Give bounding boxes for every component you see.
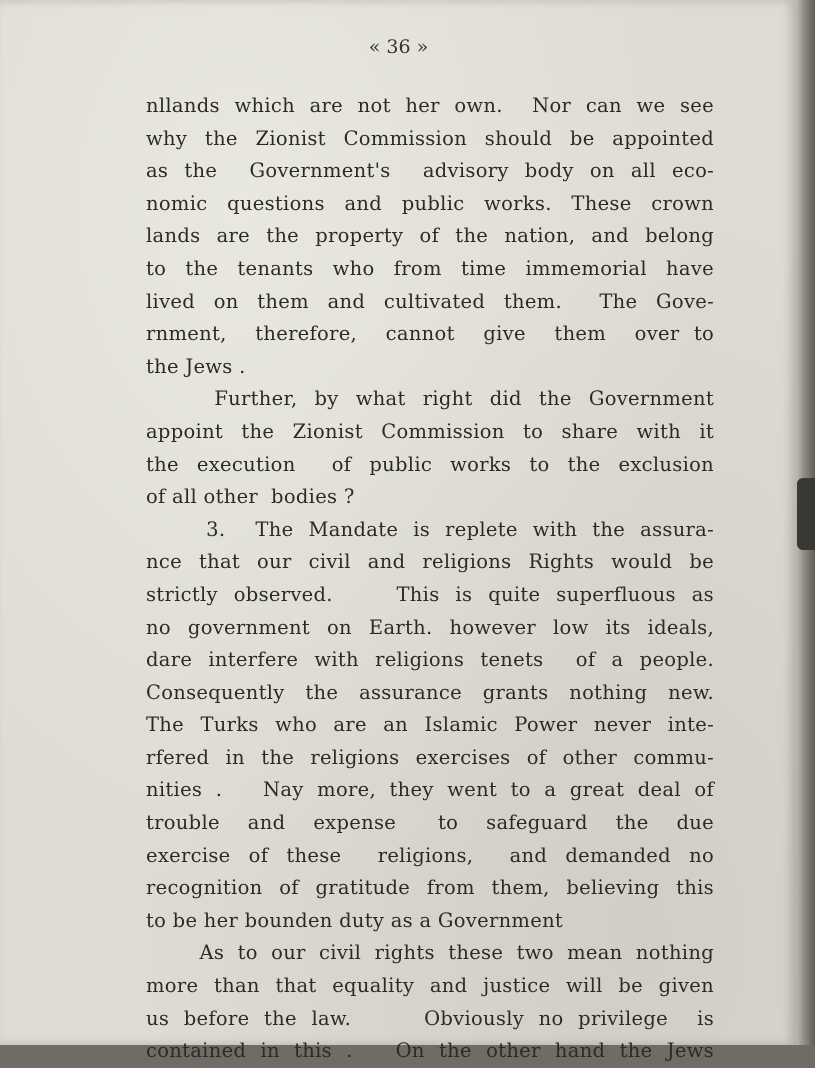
text-line: As to our civil rights these two mean nothing bbox=[146, 941, 714, 965]
text-line: nities . Nay more, they went to a great deal of bbox=[146, 778, 714, 802]
text-line: of all other bodies ? bbox=[146, 485, 355, 509]
text-line: nllands which are not her own. Nor can we see bbox=[146, 94, 714, 117]
text-line: the Jews . bbox=[146, 354, 246, 378]
text-line: as the Government's advisory body on all eco- bbox=[146, 159, 714, 183]
text-line: recognition of gratitude from them, believing this bbox=[146, 876, 714, 900]
page-number: « 36 » bbox=[368, 36, 429, 58]
text-line: Consequently the assurance grants nothing new. bbox=[146, 680, 714, 704]
text-line: dare interfere with religions tenets of a people. bbox=[146, 648, 714, 672]
text-line: 3. The Mandate is replete with the assura- bbox=[146, 517, 714, 541]
text-line: strictly observed. This is quite superfluous as bbox=[146, 582, 714, 606]
text-line: Further, by what right did the Government bbox=[146, 387, 714, 411]
text-line: to be her bounden duty as a Government bbox=[146, 908, 564, 932]
body-text bbox=[146, 90, 714, 1068]
text-line: contained in this . On the other hand the Jews bbox=[146, 1039, 714, 1063]
text-line: The Turks who are an Islamic Power never inte- bbox=[146, 713, 714, 737]
text-line: no government on Earth. however low its ideals, bbox=[146, 615, 714, 639]
text-line: the execution of public works to the exclusion bbox=[146, 452, 714, 476]
text-line: rnment, therefore, cannot give them over to bbox=[146, 322, 714, 346]
text-line: lived on them and cultivated them. The Gove- bbox=[146, 289, 714, 313]
text-line: exercise of these religions, and demanded no bbox=[146, 843, 714, 867]
text-line: nce that our civil and religions Rights would be bbox=[146, 550, 714, 574]
text-line: rfered in the religions exercises of other commu- bbox=[146, 745, 714, 769]
text-line: nomic questions and public works. These crown bbox=[146, 191, 714, 215]
text-line: to the tenants who from time immemorial have bbox=[146, 256, 714, 280]
text-line: trouble and expense to safeguard the due bbox=[146, 811, 714, 835]
binding-tab bbox=[797, 478, 815, 550]
text-line: more than that equality and justice will be given bbox=[146, 974, 714, 998]
text-line: appoint the Zionist Commission to share with it bbox=[146, 419, 714, 443]
text-line: us before the law. Obviously no privilege is bbox=[146, 1006, 714, 1030]
text-line: why the Zionist Commission should be appointed bbox=[146, 126, 714, 150]
text-line: lands are the property of the nation, and belong bbox=[146, 224, 714, 248]
